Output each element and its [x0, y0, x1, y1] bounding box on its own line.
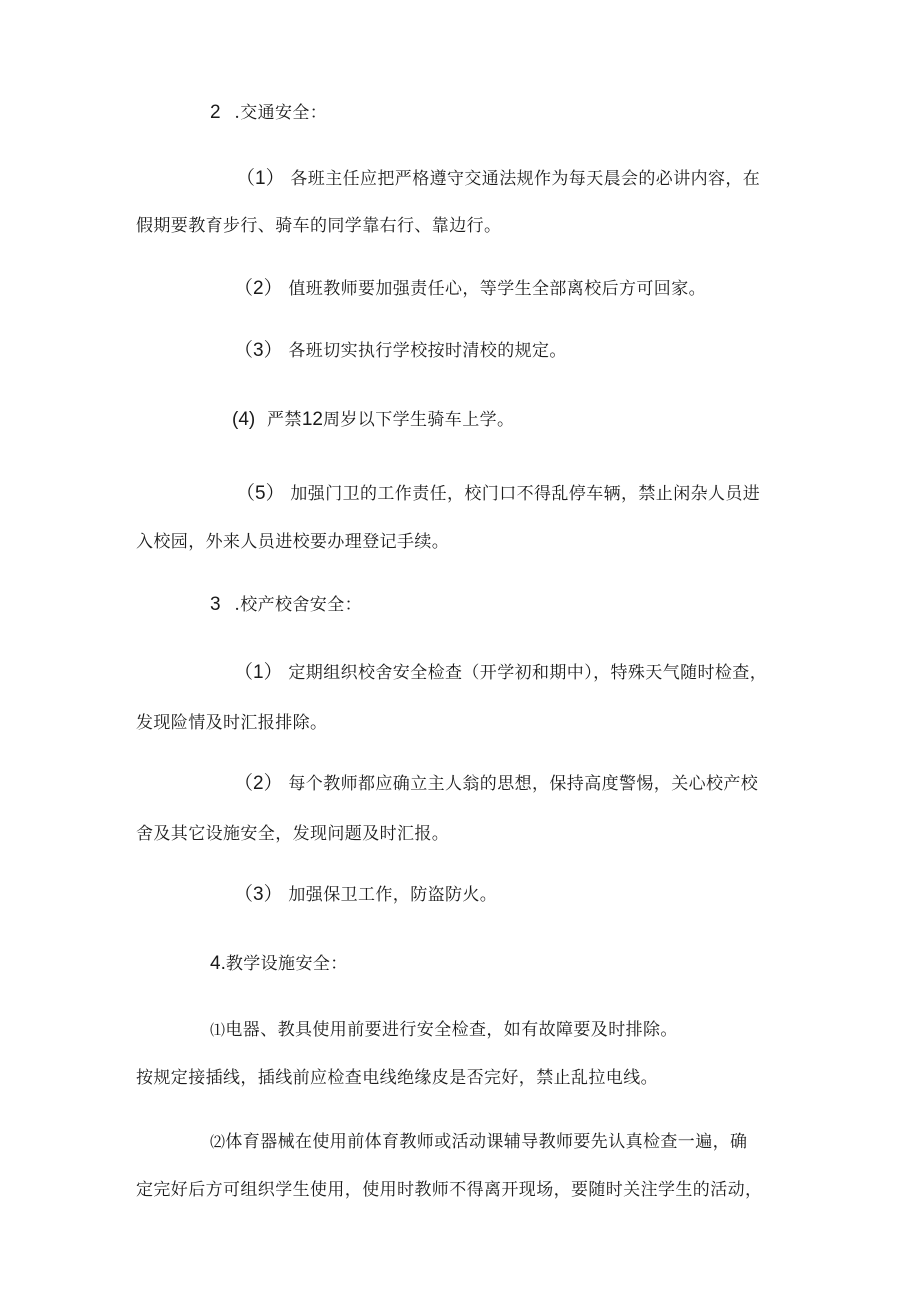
section3-item2-marker: （2）: [234, 773, 283, 794]
section4-item1-marker: ⑴: [210, 1021, 226, 1039]
section3-item1-text2: 发现险情及时汇报排除。: [136, 713, 328, 733]
section3-item2-line1: [234, 772, 758, 796]
section2-item1-text1: 各班主任应把严格遵守交通法规作为每天晨会的必讲内容，在: [290, 169, 761, 189]
section2-item4-number: 12: [301, 409, 323, 430]
section2-item4-text-after: 周岁以下学生骑车上学。: [323, 410, 515, 430]
section2-item1-text2: 假期要教育步行、骑车的同学靠右行、靠边行。: [136, 216, 502, 236]
section3-item1-line2: [136, 711, 327, 735]
section4-title: 教学设施安全：: [225, 954, 348, 974]
section2-item3-text: 各班切实执行学校按时清校的规定。: [288, 341, 567, 361]
section2-number: 2: [210, 102, 221, 123]
section2-item5-text2: 入校园，外来人员进校要办理登记手续。: [136, 532, 450, 552]
section4-number: 4.: [210, 953, 226, 974]
section2-item2-text: 值班教师要加强责任心，等学生全部离校后方可回家。: [288, 279, 706, 299]
section4-item2-text1: 体育器械在使用前体育教师或活动课辅导教师要先认真检查一遍，确: [225, 1132, 748, 1152]
section3-item2-text1: 每个教师都应确立主人翁的思想，保持高度警惕，关心校产校: [288, 774, 759, 794]
section4-item1-text1: 电器、教具使用前要进行安全检查，如有故障要及时排除。: [225, 1020, 678, 1040]
section2-item1-line1: [236, 167, 760, 191]
section3-number: 3: [210, 594, 221, 615]
section2-item4-marker: (4): [232, 409, 256, 430]
section2-item5-line1: [236, 482, 760, 506]
section4-item2-text2: 定完好后方可组织学生使用，使用时教师不得离开现场，要随时关注学生的活动，: [136, 1180, 763, 1200]
section2-item3-marker: （3）: [234, 340, 283, 361]
section3-item1-text1: 定期组织校舍安全检查（开学初和期中），特殊天气随时检查，: [288, 663, 768, 683]
section2-title: .交通安全：: [234, 103, 328, 123]
section2-item4-text-before: 严禁: [267, 410, 302, 430]
section4-item1-line1: [210, 1018, 678, 1042]
section3-item1-line1: [234, 661, 767, 685]
section4-item2-line1: [210, 1130, 747, 1154]
section3-title: .校产校舍安全：: [234, 595, 362, 615]
section3-item3-marker: （3）: [234, 884, 283, 905]
section3-item2-text2: 舍及其它设施安全，发现问题及时汇报。: [136, 824, 450, 844]
section2-item3: [234, 339, 567, 363]
section4-item1-line2: [136, 1066, 658, 1090]
section4-item2-line2: [136, 1178, 762, 1202]
section3-heading: [210, 593, 362, 617]
section2-item5-marker: （5）: [236, 483, 285, 504]
section4-item1-text2: 按规定接插线，插线前应检查电线绝缘皮是否完好，禁止乱拉电线。: [136, 1068, 658, 1088]
section2-item4: [232, 408, 514, 432]
section2-heading: [210, 101, 327, 125]
section2-item5-text1: 加强门卫的工作责任，校门口不得乱停车辆，禁止闲杂人员进: [290, 484, 761, 504]
section4-item2-marker: ⑵: [210, 1133, 226, 1151]
section3-item2-line2: [136, 822, 449, 846]
section4-heading: [210, 952, 348, 976]
section2-item2-marker: （2）: [234, 278, 283, 299]
section3-item3: [234, 883, 497, 907]
section3-item3-text: 加强保卫工作，防盗防火。: [288, 885, 498, 905]
section2-item1-line2: [136, 214, 501, 238]
section3-item1-marker: （1）: [234, 662, 283, 683]
section2-item2: [234, 277, 706, 301]
section2-item1-marker: （1）: [236, 168, 285, 189]
section2-item5-line2: [136, 530, 449, 554]
